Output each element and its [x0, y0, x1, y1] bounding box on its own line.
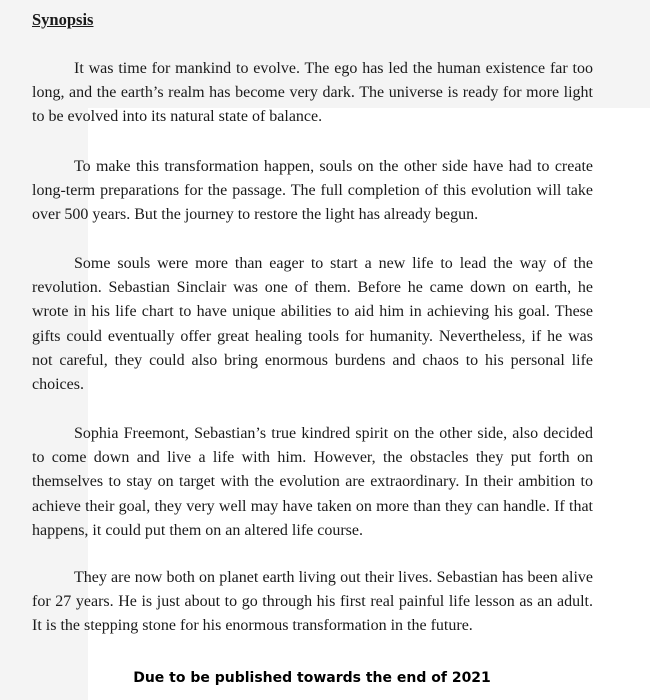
synopsis-paragraph-5: They are now both on planet earth living out their lives. Sebastian has been alive for 27 years. He is just about to go through his first real painful life lesson as an adult. It is the stepping stone for his enormous transformation in the future. — [32, 569, 593, 635]
synopsis-heading: Synopsis — [32, 10, 94, 29]
synopsis-paragraph-3: Some souls were more than eager to start a new life to lead the way of the revolution. Sebastian Sinclair was one of them. Before he came down on earth, he wrote in his life chart to have unique abilities to aid him in achieving his goal. These gifts could eventually offer great healing tools for humanity. Nevertheless, if he was not careful, they could also bring enormous burdens and chaos to his personal life choices. — [32, 255, 593, 394]
synopsis-paragraph-1: It was time for mankind to evolve. The ego has led the human existence far too long, and the earth’s realm has become very dark. The universe is ready for more light to be evolved into its natural state of balance. — [32, 60, 593, 126]
synopsis-paragraph-2: To make this transformation happen, souls on the other side have had to create long-term preparations for the passage. The full completion of this evolution will take over 500 years. But the journey to restore the light has already begun. — [32, 158, 593, 224]
synopsis-paragraph-4: Sophia Freemont, Sebastian’s true kindred spirit on the other side, also decided to come down and live a life with him. However, the obstacles they put forth on themselves to stay on target with the evolution are extraordinary. In their ambition to achieve their goal, they very well may have taken on more than they can handle. If that happens, it could put them on an altered life course. — [32, 425, 593, 539]
publication-note: Due to be published towards the end of 2021 — [133, 670, 491, 686]
